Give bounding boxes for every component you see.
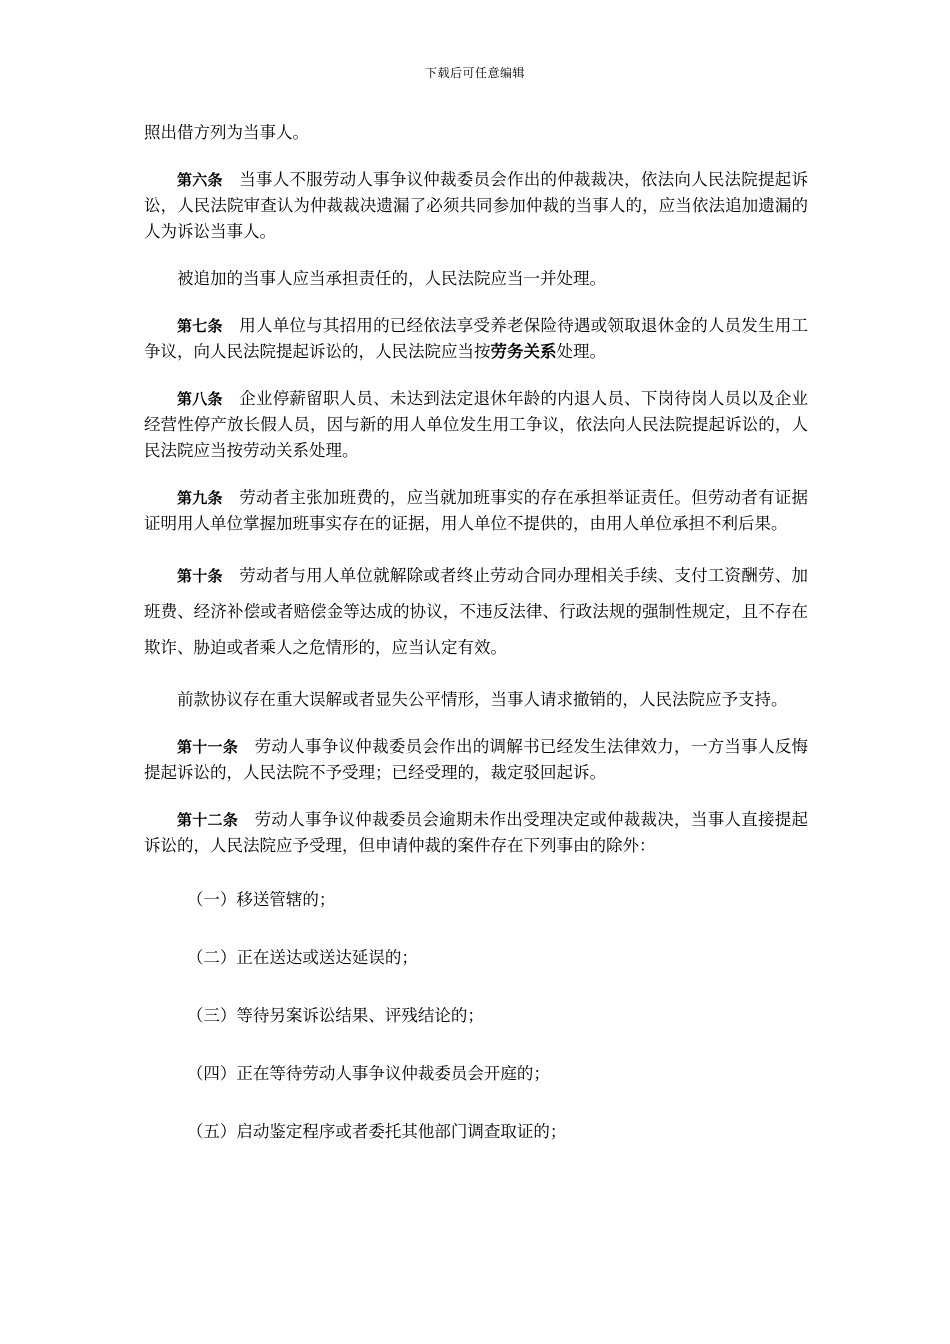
article-11 xyxy=(144,734,808,786)
list-item: （五）启动鉴定程序或者委托其他部门调查取证的； xyxy=(186,1122,567,1141)
article-12-label: 第十二条 xyxy=(177,811,239,829)
article-11-label: 第十一条 xyxy=(177,738,239,756)
list-item: （一）移送管辖的； xyxy=(186,890,336,909)
article-8-text: 企业停薪留职人员、未达到法定退休年龄的内退人员、下岗待岗人员以及企业经营性停产放长假人员，因与新的用人单位发生用工争议，依法向人民法院提起诉讼的，人民法院应当按劳动关系处理。 xyxy=(144,389,808,460)
article-7-text-b: 处理。 xyxy=(556,342,606,361)
list-item: （二）正在送达或送达延误的； xyxy=(186,948,418,967)
article-12 xyxy=(144,807,808,859)
article-10-text: 劳动者与用人单位就解除或者终止劳动合同办理相关手续、支付工资酬劳、加班费、经济补偿或者赔偿金等达成的协议，不违反法律、行政法规的强制性规定，且不存在欺诈、胁迫或者乘人之危情形的，应当认定有效。 xyxy=(144,566,808,657)
article-8-label: 第八条 xyxy=(177,390,223,408)
article-8 xyxy=(144,386,808,464)
article-7-text-a: 用人单位与其招用的已经依法享受养老保险待遇或领取退休金的人员发生用工争议，向人民法院提起诉讼的，人民法院应当按 xyxy=(144,316,808,361)
paragraph-continuation: 照出借方列为当事人。 xyxy=(144,123,309,142)
page-header: 下载后可任意编辑 xyxy=(424,66,525,80)
article-11-text: 劳动人事争议仲裁委员会作出的调解书已经发生法律效力，一方当事人反悔提起诉讼的，人民法院不予受理；已经受理的，裁定驳回起诉。 xyxy=(144,737,808,782)
document-body xyxy=(144,120,808,1177)
article-9 xyxy=(144,485,808,537)
article-9-text: 劳动者主张加班费的，应当就加班事实的存在承担举证责任。但劳动者有证据证明用人单位掌握加班事实存在的证据，用人单位不提供的，由用人单位承担不利后果。 xyxy=(144,488,808,533)
article-6-label: 第六条 xyxy=(177,171,223,189)
article-10-label: 第十条 xyxy=(177,567,223,585)
article-7 xyxy=(144,313,808,365)
article-6 xyxy=(144,167,808,245)
list-item: （四）正在等待劳动人事争议仲裁委员会开庭的； xyxy=(186,1064,550,1083)
article-7-label: 第七条 xyxy=(177,317,223,335)
article-6-paragraph-2: 被追加的当事人应当承担责任的，人民法院应当一并处理。 xyxy=(177,269,606,288)
article-7-bold-term: 劳务关系 xyxy=(490,342,557,361)
article-12-text: 劳动人事争议仲裁委员会逾期未作出受理决定或仲裁裁决，当事人直接提起诉讼的，人民法院应予受理，但申请仲裁的案件存在下列事由的除外： xyxy=(144,810,808,855)
article-10 xyxy=(144,558,808,666)
article-10-paragraph-2: 前款协议存在重大误解或者显失公平情形，当事人请求撤销的，人民法院应予支持。 xyxy=(177,690,788,709)
list-item: （三）等待另案诉讼结果、评残结论的； xyxy=(186,1006,484,1025)
article-9-label: 第九条 xyxy=(177,489,223,507)
article-6-text: 当事人不服劳动人事争议仲裁委员会作出的仲裁裁决，依法向人民法院提起诉讼，人民法院审查认为仲裁裁决遗漏了必须共同参加仲裁的当事人的，应当依法追加遗漏的人为诉讼当事人。 xyxy=(144,170,808,241)
